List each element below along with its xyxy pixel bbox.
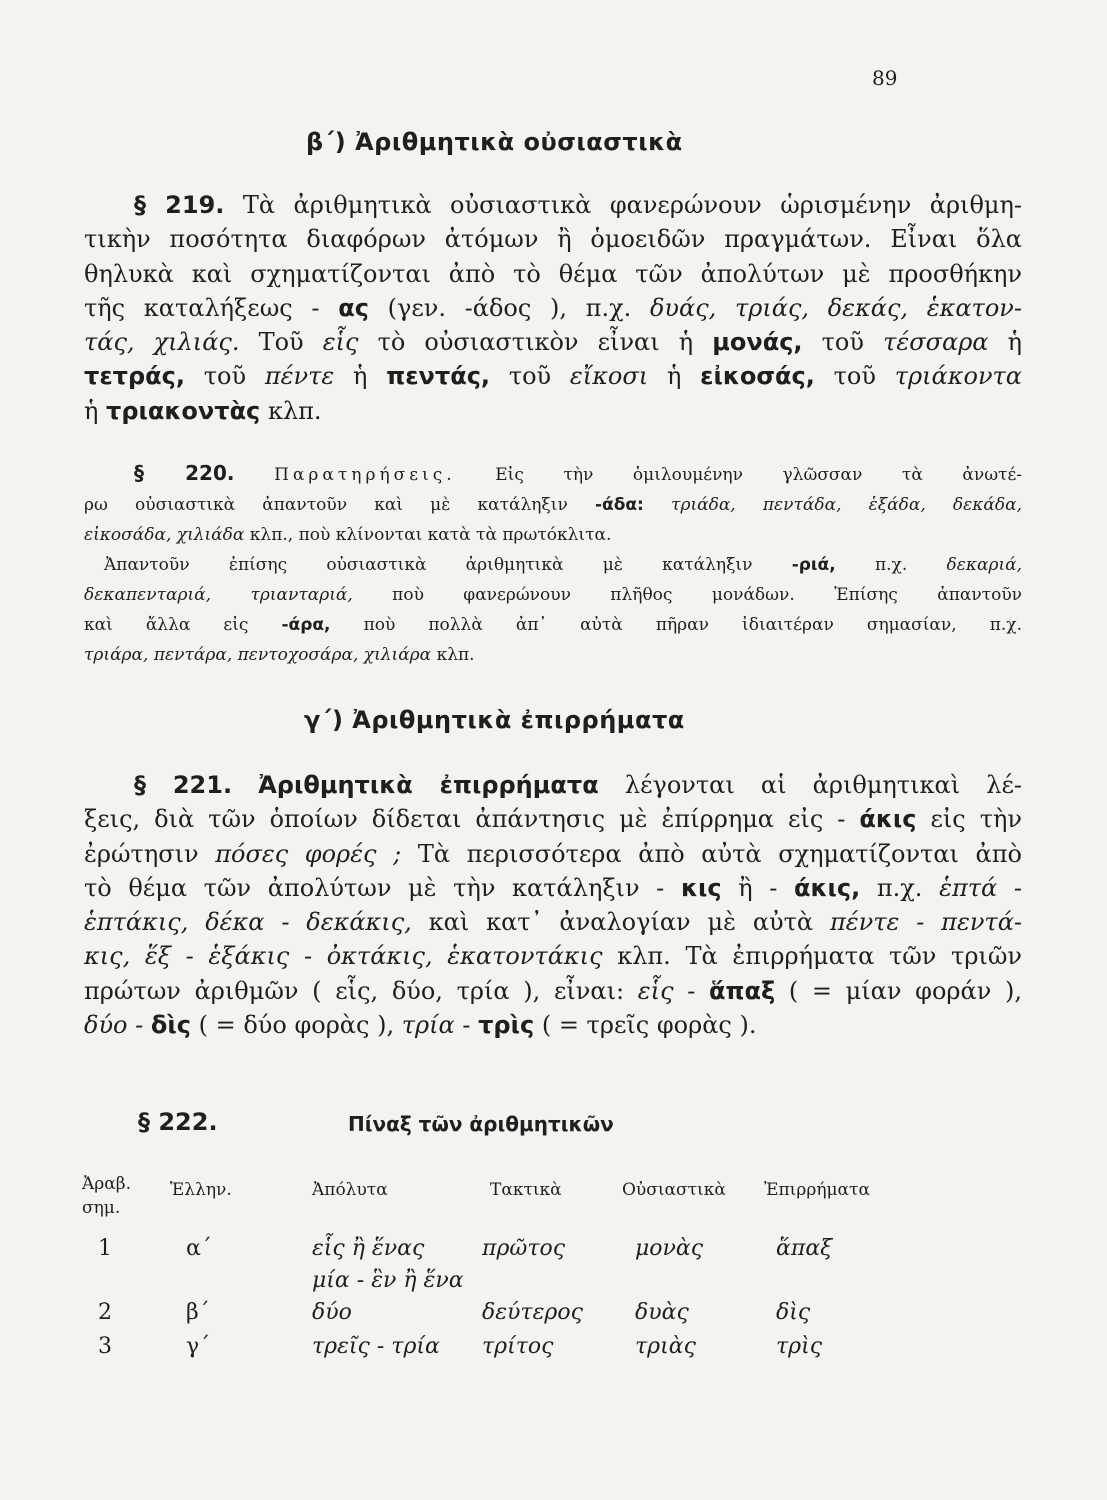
p219-line-2	[84, 222, 1022, 256]
italic-term: δύο -	[84, 1011, 144, 1040]
row2-adverb: δὶς	[776, 1300, 811, 1325]
italic-term: τάς, χιλιάς.	[84, 328, 240, 357]
p220-line-5	[84, 580, 1022, 610]
p219-line-1	[84, 188, 1022, 222]
p221-line-1	[84, 768, 1022, 802]
italic-term: ἑπτά -	[939, 873, 1022, 902]
p221-line-7	[84, 974, 1022, 1008]
text: κλπ. Τὰ ἐπιρρήματα τῶν τριῶν	[617, 942, 1023, 971]
bold-term: δὶς	[150, 1011, 191, 1040]
text: τῆς καταλήξεως -	[84, 293, 320, 322]
bold-term: -άδα:	[594, 495, 644, 515]
row1-noun: μονὰς	[635, 1236, 704, 1261]
bold-term: τριακοντὰς	[106, 396, 261, 425]
section-number: § 220.	[134, 461, 235, 485]
text: ἡ	[353, 362, 368, 391]
text: κλπ., ποὺ κλίνονται κατὰ τὰ πρωτόκλιτα.	[249, 525, 612, 545]
italic-term: τριάρα, πεντάρα, πεντοχοσάρα, χιλιάρα	[84, 645, 432, 665]
section-number: § 221.	[134, 771, 233, 799]
bold-term: άκις	[859, 805, 917, 834]
row3-cardinal: τρεῖς - τρία	[312, 1334, 440, 1359]
text: τοῦ	[508, 362, 552, 391]
col-header-adverbs: Ἐπιρρήματα	[764, 1180, 870, 1200]
italic-term: τριάδα, πεντάδα, ἑξάδα, δεκάδα,	[671, 495, 1023, 515]
bold-term: Ἀριθμητικὰ ἐπιρρήματα	[258, 771, 599, 799]
p220-line-6	[84, 610, 1022, 640]
section-number: § 222.	[138, 1108, 218, 1136]
section-number: § 219.	[134, 191, 225, 219]
text: τικὴν ποσότητα διαφόρων ἀτόμων ἢ ὁμοειδῶν πραγμάτων. Εἶναι ὅλα	[84, 225, 1022, 254]
bold-term: κις	[680, 873, 722, 902]
spaced-text: Παρατηρήσεις.	[274, 465, 456, 485]
row1-ordinal: πρῶτος	[482, 1236, 566, 1261]
p221-line-6	[84, 939, 1022, 973]
italic-term: πόσες φορές ;	[215, 839, 402, 868]
bold-term: πεντάς,	[386, 362, 491, 391]
italic-term: δεκαριά,	[946, 555, 1023, 575]
row2-noun: δυὰς	[635, 1300, 689, 1325]
italic-term: εἴκοσι	[569, 362, 649, 391]
italic-term: πέντε - πεντά-	[829, 908, 1023, 937]
col-header-greek: Ἑλλην.	[170, 1180, 232, 1200]
text: λέγονται αἱ ἀριθμητικαὶ λέ-	[624, 771, 1022, 799]
bold-term: μονάς,	[712, 328, 803, 357]
row2-arabic: 2	[98, 1300, 112, 1325]
text: ἡ	[84, 396, 99, 425]
col-header-cardinal: Ἀπόλυτα	[312, 1180, 388, 1200]
p220-line-3	[84, 520, 1022, 550]
row3-greek: γ΄	[186, 1334, 211, 1359]
bold-term: τετράς,	[84, 362, 186, 391]
text: (γεν. -άδος ), π.χ.	[387, 293, 632, 322]
text: ξεις, διὰ τῶν ὁποίων δίδεται ἀπάντησις μὲ ἐπίρρημα εἰς -	[84, 805, 846, 834]
row2-ordinal: δεύτερος	[482, 1300, 583, 1325]
text: Τὰ περισσότερα ἀπὸ αὐτὰ σχηματίζονται ἀπὸ	[417, 839, 1022, 868]
bold-term: εἰκοσάς,	[700, 362, 815, 391]
p220-line-4	[84, 550, 1022, 580]
paragraph-219	[84, 188, 1022, 428]
section-222-number	[138, 1108, 218, 1136]
text: εἰς τὴν	[930, 805, 1022, 834]
text: ( = μίαν φοράν ),	[788, 976, 1022, 1005]
col-header-arabic	[82, 1172, 131, 1220]
text: τοῦ	[821, 328, 864, 357]
text: ρω οὐσιαστικὰ ἀπαντοῦν καὶ μὲ κατάληξιν	[84, 495, 568, 515]
p219-line-4	[84, 291, 1022, 325]
italic-term: ἑπτάκις, δέκα - δεκάκις,	[84, 908, 412, 937]
bold-term: -ριά,	[791, 555, 836, 575]
p221-line-5	[84, 905, 1022, 939]
italic-term: δυάς, τριάς, δεκάς, ἑκατον-	[649, 293, 1022, 322]
text: Εἰς τὴν ὁμιλουμένην γλῶσσαν τὰ ἀνωτέ-	[495, 465, 1023, 485]
p220-line-7	[84, 640, 1022, 670]
p221-line-2	[84, 802, 1022, 836]
text: ἡ	[666, 362, 682, 391]
text: τοῦ	[833, 362, 876, 391]
paragraph-220	[84, 458, 1022, 670]
col-header-arabic-line-2: σημ.	[82, 1198, 121, 1218]
p219-line-7	[84, 394, 1022, 428]
section-c-heading: γ΄) Ἀριθμητικὰ ἐπιρρήματα	[304, 706, 685, 734]
row1-arabic: 1	[98, 1236, 112, 1261]
p219-line-3	[84, 257, 1022, 291]
text: θηλυκὰ καὶ σχηματίζονται ἀπὸ τὸ θέμα τῶν ἀπολύτων μὲ προσθήκην	[84, 259, 1022, 288]
text: ( = τρεῖς φορὰς ).	[541, 1011, 757, 1040]
section-b-heading: β΄) Ἀριθμητικὰ οὐσιαστικὰ	[306, 128, 683, 156]
p219-line-6	[84, 359, 1022, 393]
text: ποὺ πολλὰ ἀπ᾿ αὐτὰ πῆραν ἰδιαιτέραν σημασίαν, π.χ.	[363, 615, 1022, 635]
bold-term: άκις,	[793, 873, 861, 902]
p221-line-8	[84, 1008, 1022, 1042]
text: τὸ θέμα τῶν ἀπολύτων μὲ τὴν κατάληξιν -	[84, 873, 665, 902]
text: καὶ ἄλλα εἰς	[84, 615, 249, 635]
text: ποὺ φανερώνουν πλῆθος μονάδων. Ἐπίσης ἀπαντοῦν	[392, 585, 1022, 605]
p221-line-4	[84, 871, 1022, 905]
col-header-ordinal: Τακτικὰ	[490, 1180, 562, 1200]
col-header-arabic-line-1: Ἀραβ.	[82, 1174, 131, 1194]
italic-term: τρία -	[401, 1011, 471, 1040]
italic-term: εἷς -	[637, 976, 696, 1005]
row3-noun: τριὰς	[635, 1334, 696, 1359]
bold-term: τρὶς	[478, 1011, 535, 1040]
text: ἢ -	[738, 873, 778, 902]
text: κλπ.	[267, 396, 322, 425]
p220-line-2	[84, 490, 1022, 520]
p221-line-3	[84, 837, 1022, 871]
italic-term: πέντε	[264, 362, 335, 391]
text: π.χ.	[874, 555, 908, 575]
p219-line-5	[84, 325, 1022, 359]
text: καὶ κατ᾿ ἀναλογίαν μὲ αὐτὰ	[428, 908, 814, 937]
row2-cardinal: δύο	[312, 1300, 352, 1325]
italic-term: δεκαπενταριά, τριανταριά,	[84, 585, 353, 605]
col-header-nouns: Οὐσιαστικὰ	[622, 1180, 726, 1200]
text: ἡ	[1007, 328, 1022, 357]
row3-ordinal: τρίτος	[482, 1334, 554, 1359]
bold-term: ἅπαξ	[709, 976, 776, 1005]
row3-adverb: τρὶς	[776, 1334, 823, 1359]
italic-term: εἰκοσάδα, χιλιάδα	[84, 525, 245, 545]
row1-cardinal: εἷς ἢ ἕνας	[312, 1236, 425, 1261]
text: τὸ οὐσιαστικὸν εἶναι ἡ	[377, 328, 694, 357]
row1-greek: α΄	[186, 1236, 212, 1261]
text: κλπ.	[436, 645, 475, 665]
text: π.χ.	[876, 873, 923, 902]
italic-term: εἷς	[322, 328, 359, 357]
text: τοῦ	[203, 362, 247, 391]
text: Τὰ ἀριθμητικὰ οὐσιαστικὰ φανερώνουν ὡρισμένην ἀριθμη-	[242, 191, 1022, 219]
row3-arabic: 3	[98, 1334, 112, 1359]
page-number: 89	[872, 66, 898, 90]
row1-adverb: ἅπαξ	[776, 1236, 833, 1261]
text: Τοῦ	[258, 328, 304, 357]
bold-term: -άρα,	[281, 615, 331, 635]
bold-term: ας	[338, 293, 369, 322]
p220-line-1	[84, 458, 1022, 490]
text: Ἀπαντοῦν ἐπίσης οὐσιαστικὰ ἀριθμητικὰ μὲ κατάληξιν	[104, 555, 753, 575]
paragraph-221	[84, 768, 1022, 1042]
text: πρώτων ἀριθμῶν ( εἷς, δύο, τρία ), εἶναι:	[84, 976, 625, 1005]
text: ἐρώτησιν	[84, 839, 199, 868]
italic-term: τριάκοντα	[894, 362, 1023, 391]
table-caption: Πίναξ τῶν ἀριθμητικῶν	[348, 1112, 614, 1136]
row1b-cardinal: μία - ἓν ἢ ἕνα	[312, 1268, 464, 1293]
italic-term: τέσσαρα	[883, 328, 989, 357]
row2-greek: β΄	[186, 1300, 210, 1325]
text: ( = δύο φορὰς ),	[198, 1011, 395, 1040]
italic-term: κις, ἕξ - ἑξάκις - ὀκτάκις, ἑκατοντάκις	[84, 942, 603, 971]
